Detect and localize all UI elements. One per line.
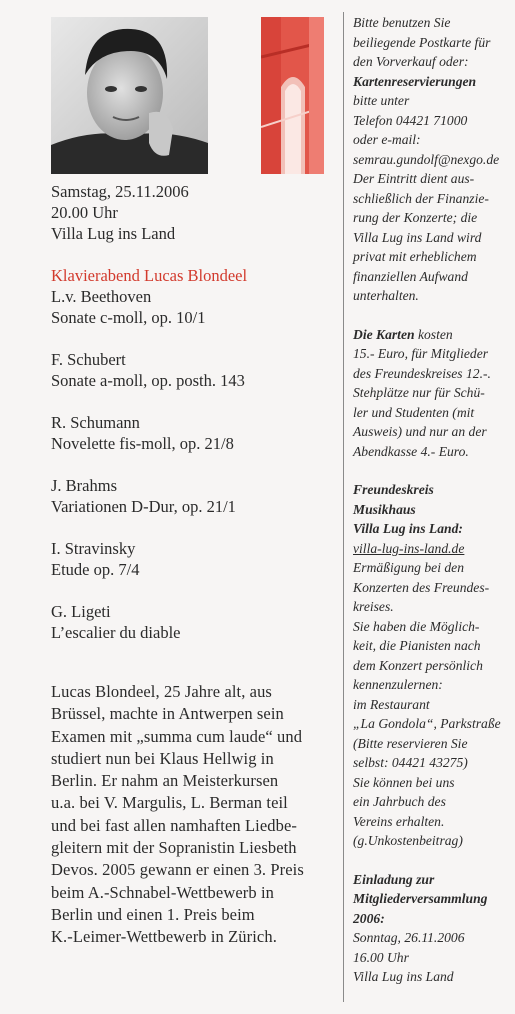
reservation-line: finanziellen Aufwand xyxy=(353,268,468,284)
reservation-line: bitte unter xyxy=(353,93,410,108)
reservation-line: beiliegende Postkarte für xyxy=(353,34,491,50)
reservation-line: den Vorverkauf oder: xyxy=(353,54,469,69)
reservation-line: Kartenreservierungen xyxy=(353,73,477,89)
program-item xyxy=(51,538,336,580)
freundeskreis-line: Villa Lug ins Land: xyxy=(353,521,463,536)
freundeskreis-line: ein Jahrbuch des xyxy=(353,794,446,809)
bio-line: Berlin. Er nahm an Meisterkursen xyxy=(51,771,279,791)
reservation-line: Bitte benutzen Sie xyxy=(353,15,451,30)
composer-name: I. Stravinsky xyxy=(51,539,136,558)
composer-name: R. Schumann xyxy=(51,413,140,432)
freundeskreis-line: selbst: 04421 43275) xyxy=(353,755,468,770)
tickets-line: 15.- Euro, für Mitglieder xyxy=(353,346,489,361)
bio-line: studiert nun bei Klaus Hellwig in xyxy=(51,748,274,768)
reservation-line: unterhalten. xyxy=(353,288,419,303)
work-title: Novelette fis-moll, op. 21/8 xyxy=(51,434,234,453)
composer-name: F. Schubert xyxy=(51,350,126,369)
reservation-line: schließlich der Finanzie- xyxy=(353,190,489,206)
freundeskreis-line: Ermäßigung bei den xyxy=(353,560,465,575)
bio-line: beim A.-Schnabel-Wettbewerb in xyxy=(51,882,274,902)
reservation-line: Der Eintritt dient aus- xyxy=(353,171,475,186)
program-item xyxy=(51,286,336,328)
invitation-line: Villa Lug ins Land xyxy=(353,969,454,984)
freundeskreis-line: kennenzulernen: xyxy=(353,677,443,692)
work-title: L’escalier du diable xyxy=(51,623,181,642)
freundeskreis-line: Musikhaus xyxy=(353,501,416,517)
bio-line: u.a. bei V. Margulis, L. Berman teil xyxy=(51,793,288,813)
freundeskreis-line: dem Konzert persönlich xyxy=(353,657,483,673)
concert-title: Klavierabend Lucas Blondeel xyxy=(51,266,248,285)
invitation-line: 2006: xyxy=(353,910,385,926)
tickets-line xyxy=(353,325,511,345)
reservation-line: semrau.gundolf@nexgo.de xyxy=(353,151,500,167)
invitation-line: 16.00 Uhr xyxy=(353,949,409,965)
main-column xyxy=(51,181,336,949)
freundeskreis-line: Vereins erhalten. xyxy=(353,813,445,829)
work-title: Variationen D-Dur, op. 21/1 xyxy=(51,497,236,516)
freundeskreis-line: Sie können bei uns xyxy=(353,774,455,790)
freundeskreis-line: Freundeskreis xyxy=(353,482,434,497)
invitation-line: Einladung zur xyxy=(353,871,435,887)
tickets-line: ler und Studenten (mit xyxy=(353,404,475,420)
event-time: 20.00 Uhr xyxy=(51,203,118,222)
reservation-line: rung der Konzerte; die xyxy=(353,210,478,225)
bio-line: K.-Leimer-Wettbewerb in Zürich. xyxy=(51,927,277,947)
tickets-line: Abendkasse 4.- Euro. xyxy=(353,443,469,459)
work-title: Sonate c-moll, op. 10/1 xyxy=(51,308,206,327)
reservation-line: Villa Lug ins Land wird xyxy=(353,229,482,245)
event-date: Samstag, 25.11.2006 xyxy=(51,182,189,201)
freundeskreis-line: „La Gondola“, Parkstraße xyxy=(353,716,501,731)
reservation-line: oder e-mail: xyxy=(353,132,421,147)
freundeskreis-line: keit, die Pianisten nach xyxy=(353,638,481,653)
bio-line: Devos. 2005 gewann er einen 3. Preis xyxy=(51,860,304,880)
bio-line: Brüssel, machte in Antwerpen sein xyxy=(51,704,284,724)
program-list xyxy=(51,286,336,643)
bio-line: Examen mit „summa cum laude“ und xyxy=(51,726,303,746)
freundeskreis-line: im Restaurant xyxy=(353,696,430,712)
event-venue: Villa Lug ins Land xyxy=(51,224,176,243)
freundeskreis-line: (g.Unkostenbeitrag) xyxy=(353,833,463,848)
program-item xyxy=(51,349,336,391)
tickets-bold-part: Die Karten xyxy=(353,326,415,342)
work-title: Sonate a-moll, op. posth. 143 xyxy=(51,371,245,390)
tickets-line: Stehplätze nur für Schü- xyxy=(353,385,485,400)
event-info xyxy=(51,181,336,244)
freundeskreis-line: Sie haben die Möglich- xyxy=(353,618,480,634)
reservation-line: privat mit erheblichem xyxy=(353,249,477,264)
tickets-line: Ausweis) und nur an der xyxy=(353,424,487,439)
website-link[interactable]: villa-lug-ins-land.de xyxy=(353,540,465,556)
artist-bio xyxy=(51,681,336,949)
reservation-info xyxy=(353,13,511,306)
ticket-prices xyxy=(353,325,511,462)
friends-circle-info xyxy=(353,480,511,851)
red-architecture-photo xyxy=(261,17,324,174)
reservation-line: Telefon 04421 71000 xyxy=(353,112,468,128)
program-item xyxy=(51,601,336,643)
tickets-text-part: kosten xyxy=(414,326,453,342)
bio-line: und bei fast allen namhaften Liedbe- xyxy=(51,815,297,835)
program-item xyxy=(51,475,336,517)
portrait-photo xyxy=(51,17,208,174)
tickets-line: des Freundeskreises 12.-. xyxy=(353,365,491,381)
invitation-line: Mitgliederversammlung xyxy=(353,891,488,906)
freundeskreis-line: Konzerten des Freundes- xyxy=(353,579,490,595)
invitation-line: Sonntag, 26.11.2006 xyxy=(353,930,465,945)
bio-line: Berlin und einen 1. Preis beim xyxy=(51,904,255,924)
composer-name: J. Brahms xyxy=(51,476,117,495)
bio-line: Lucas Blondeel, 25 Jahre alt, aus xyxy=(51,682,272,701)
composer-name: L.v. Beethoven xyxy=(51,287,152,306)
program-item xyxy=(51,412,336,454)
sidebar xyxy=(353,13,511,987)
column-divider xyxy=(343,12,344,1002)
composer-name: G. Ligeti xyxy=(51,602,111,621)
member-meeting-invitation xyxy=(353,870,511,987)
freundeskreis-line: kreises. xyxy=(353,599,394,614)
work-title: Etude op. 7/4 xyxy=(51,560,140,579)
bio-line: gleitern mit der Sopranistin Liesbeth xyxy=(51,838,297,858)
freundeskreis-line: (Bitte reservieren Sie xyxy=(353,735,468,751)
